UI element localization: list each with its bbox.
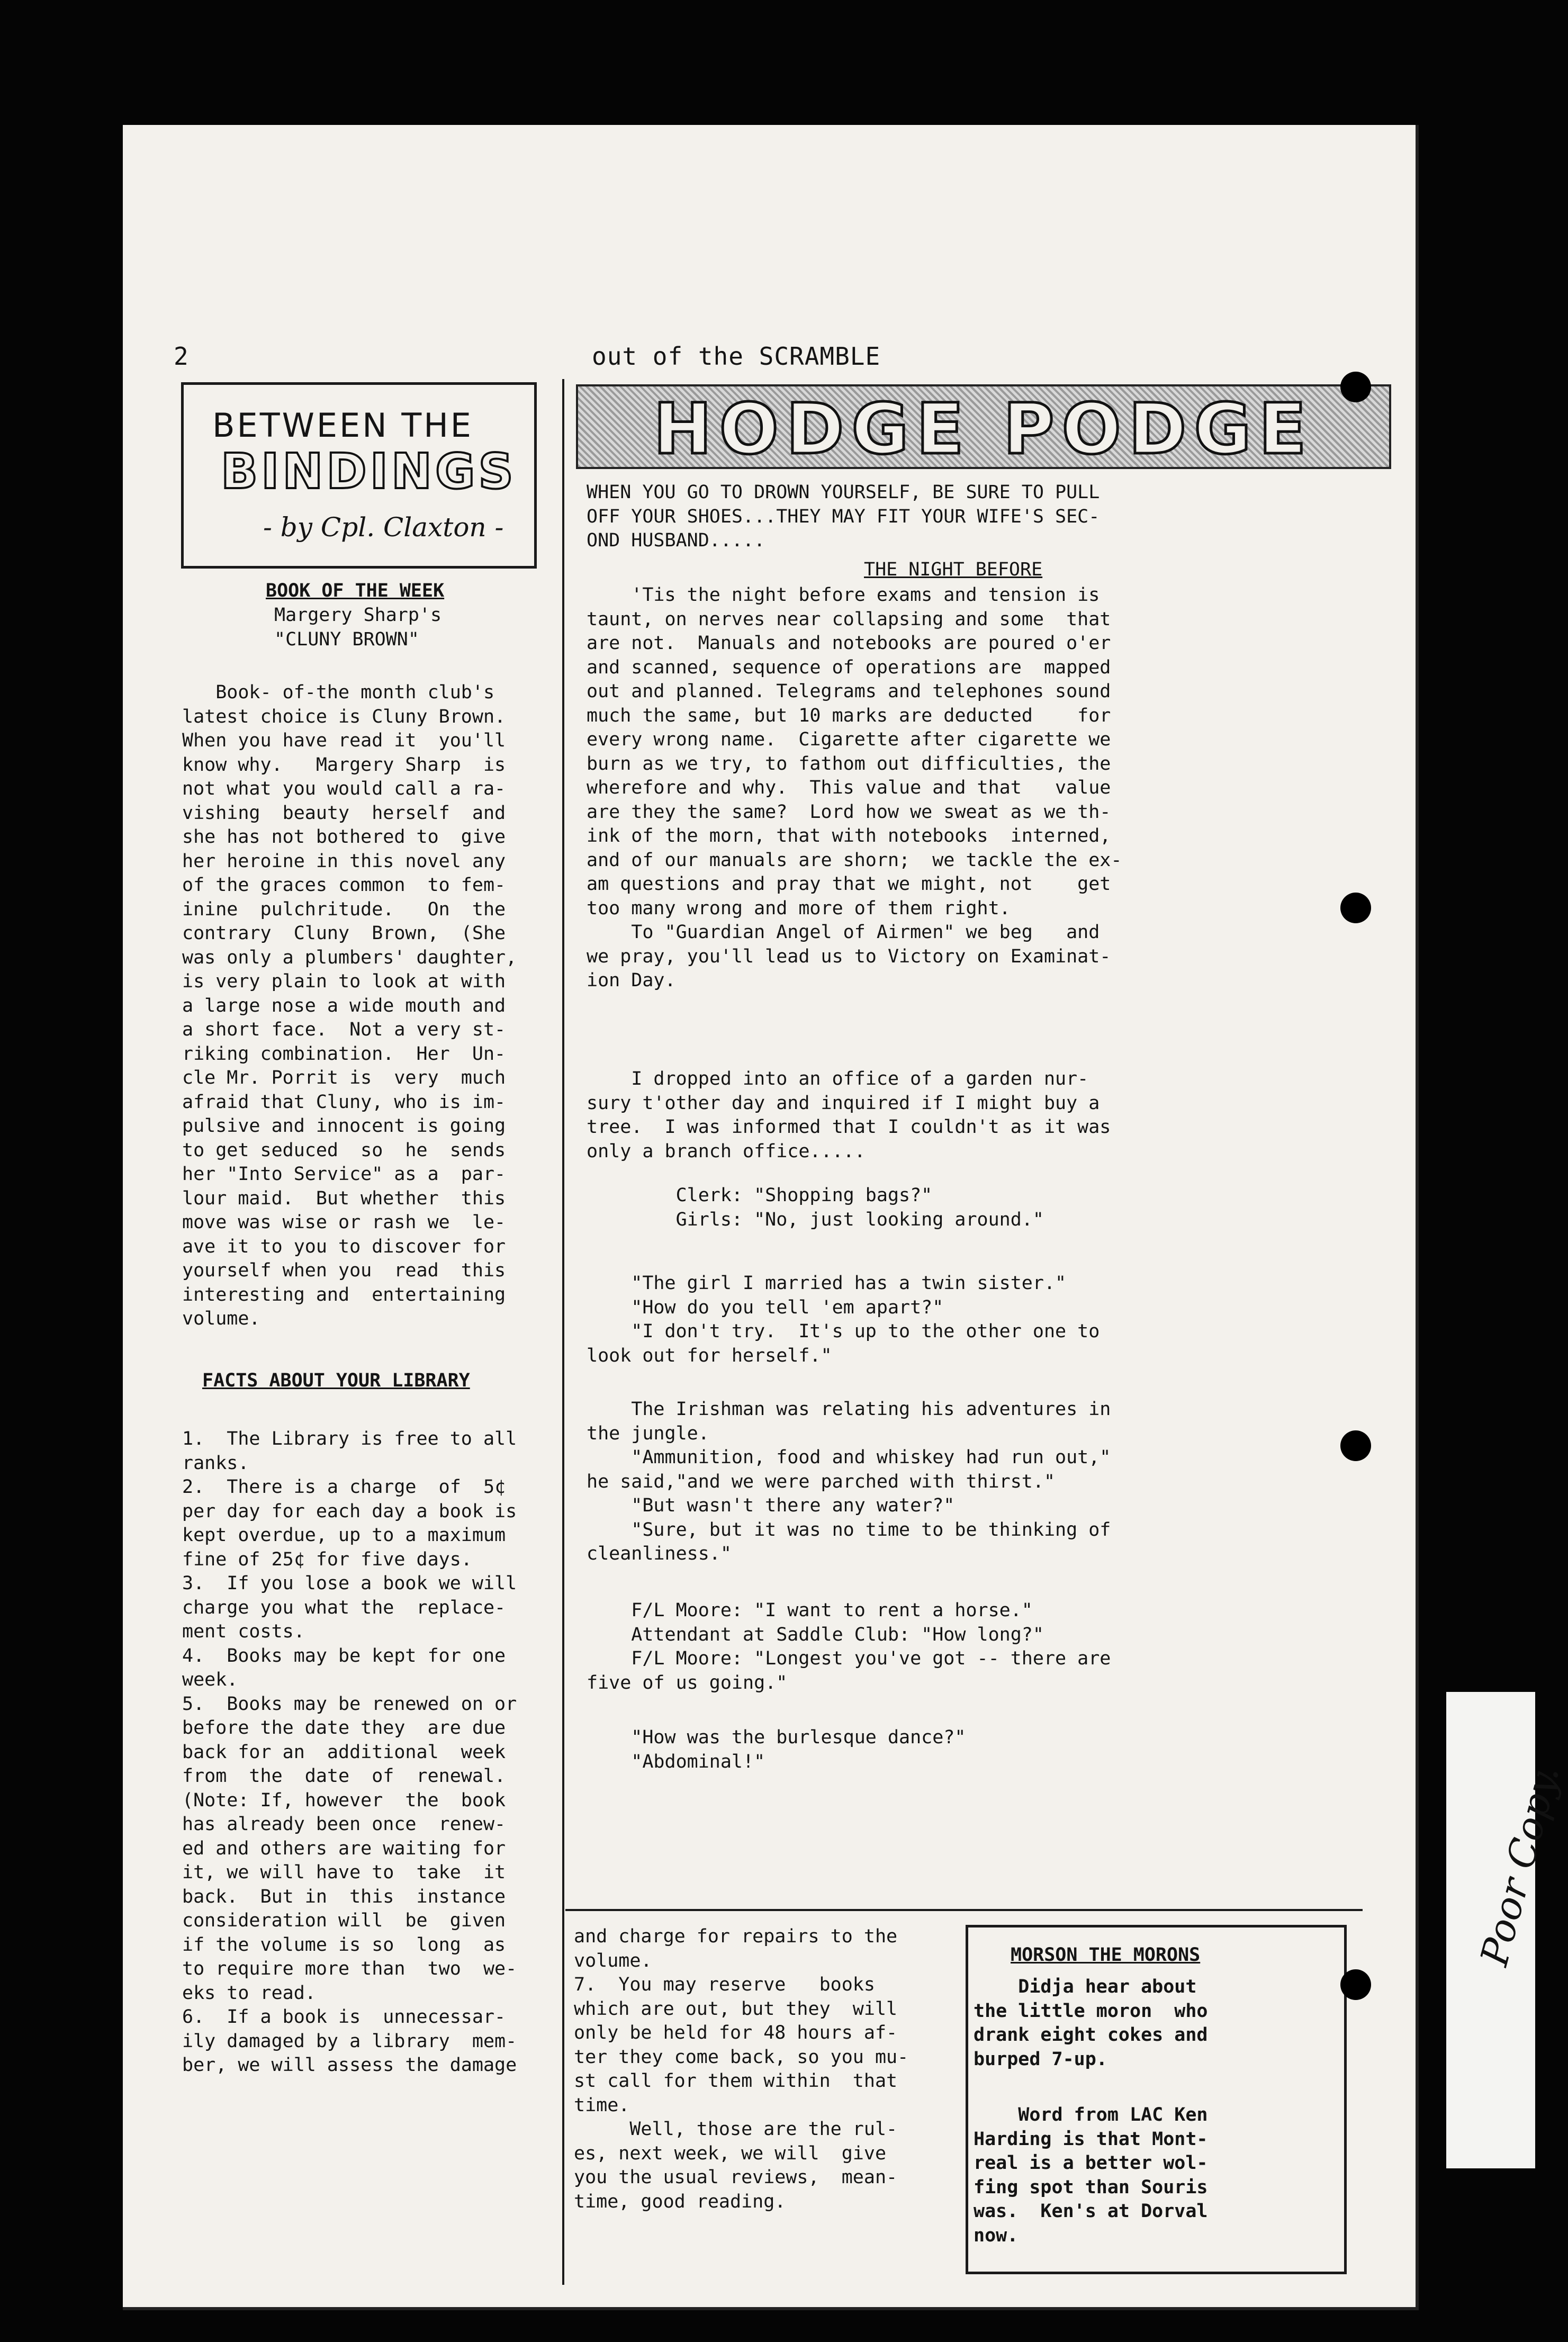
book-of-week-heading: BOOK OF THE WEEK bbox=[266, 580, 445, 601]
moron-joke: Didja hear about the little moron who drank eight cokes and burped 7-up. bbox=[974, 1976, 1208, 2070]
irishman-joke: The Irishman was relating his adventures in the jungle. "Ammunition, food and whiskey had run out," he said,"and we were parched with thirst." "But wasn't there any water?" "Sure, but it was no time to be thinking of cleanliness." bbox=[587, 1399, 1111, 1564]
page-number: 2 bbox=[174, 342, 188, 371]
garden-joke: I dropped into an office of a garden nur- sury t'other day and inquired if I might buy a tree. I was informed that I couldn't as it was only a branch office..... bbox=[587, 1068, 1111, 1162]
book-title: "CLUNY BROWN" bbox=[274, 629, 419, 650]
burlesque-joke: "How was the burlesque dance?" "Abdominal!" bbox=[631, 1727, 966, 1772]
column-divider-lower bbox=[562, 1914, 564, 2285]
between-the-bindings-masthead bbox=[181, 382, 537, 569]
library-facts-list: 1. The Library is free to all ranks. 2. There is a charge of 5¢ per day for each day a book is kept overdue, up to a maximum fine of 25¢ for five days. 3. If you lose a book we will charge you what the replace- ment costs. 4. Books may be kept for one week. 5. Books may be renewed on or before the date they are due back for an additional week from the date of renewal. (Note: If, however the book has already been once renew- ed and others are waiting for it, we will have to take it back. But in this instance consideration will be given if the volume is so long as to require more than two we- eks to read. 6. If a book is unnecessar- ily damaged by a library mem- ber, we will assess the damage bbox=[182, 1428, 517, 2076]
punch-hole bbox=[1340, 372, 1371, 402]
library-facts-heading: FACTS ABOUT YOUR LIBRARY bbox=[202, 1370, 470, 1391]
hodge-podge-banner bbox=[576, 384, 1391, 469]
night-before-text: 'Tis the night before exams and tension is taunt, on nerves near collapsing and some that are not. Manuals and notebooks are poured o'er and scanned, sequence of operations are mapped out and planned. Telegrams and telephones sound much the same, but 10 marks are deducted for every wrong name. Cigarette after cigarette we burn as we try, to fathom out difficulties, the wherefore and why. This value and that value are they the same? Lord how we sweat as we th- ink of the morn, that with notebooks interned, and of our manuals are shorn; we tackle the ex- am questions and pray that we might, not get too many wrong and more of them right. To "Guardian Angel of Airmen" we beg and we pray, you'll lead us to Victory on Examinat- ion Day. bbox=[587, 584, 1122, 991]
saddle-club-joke: F/L Moore: "I want to rent a horse." Attendant at Saddle Club: "How long?" F/L Moore: "Longest you've got -- there are five of us going." bbox=[587, 1600, 1111, 1694]
punch-hole bbox=[1340, 893, 1371, 923]
morons-heading: MORSON THE MORONS bbox=[1011, 1944, 1201, 1966]
column-divider bbox=[562, 379, 564, 1914]
morons-box bbox=[966, 1925, 1347, 2274]
hodge-podge-title: HODGE PODGE bbox=[653, 389, 1314, 470]
book-review: Book- of-the month club's latest choice is Cluny Brown. When you have read it you'll know why. Margery Sharp is not what you would call a ra- vishing beauty herself and she has not bothered to give her heroine in this novel any of the graces common to fem- inine pulchritude. On the contrary Cluny Brown, (She was only a plumbers' daughter, is very plain to look at with a large nose a wide mouth and a short face. Not a very st- riking combination. Her Un- cle Mr. Porrit is very much afraid that Cluny, who is im- pulsive and innocent is going to get seduced so he sends her "Into Service" as a par- lour maid. But whether this move was wise or rash we le- ave it to you to discover for yourself when you read this interesting and entertaining volume. bbox=[182, 682, 517, 1329]
twin-joke: "The girl I married has a twin sister." "How do you tell 'em apart?" "I don't try. It's up to the other one to look out for herself." bbox=[587, 1273, 1100, 1366]
book-author: Margery Sharp's bbox=[274, 605, 442, 626]
newsletter-page bbox=[123, 125, 1419, 2310]
harding-note: Word from LAC Ken Harding is that Mont- real is a better wol- fing spot than Souris was. Ken's at Dorval now. bbox=[974, 2104, 1208, 2246]
hodge-podge-intro: WHEN YOU GO TO DROWN YOURSELF, BE SURE TO PULL OFF YOUR SHOES...THEY MAY FIT YOUR WIFE'S SEC- OND HUSBAND..... bbox=[587, 482, 1100, 551]
archive-tag-label: Poor Copy. bbox=[1472, 1760, 1568, 1970]
punch-hole bbox=[1340, 1430, 1371, 1461]
masthead-line1: BETWEEN THE bbox=[212, 406, 473, 445]
punch-hole bbox=[1340, 1969, 1371, 2000]
masthead-byline: - by Cpl. Claxton - bbox=[263, 512, 504, 543]
library-facts-continued: and charge for repairs to the volume. 7. You may reserve books which are out, but they will only be held for 48 hours af- ter they come back, so you mu- st call for them within that time. Well, those are the rul- es, next week, we will give you the usual reviews, mean- time, good reading. bbox=[574, 1926, 909, 2212]
masthead-line2: BINDINGS bbox=[221, 443, 517, 500]
clerk-joke: Clerk: "Shopping bags?" Girls: "No, just looking around." bbox=[675, 1185, 1044, 1230]
newsletter-title: out of the SCRAMBLE bbox=[592, 342, 881, 371]
section-divider bbox=[565, 1909, 1363, 1911]
night-before-heading: THE NIGHT BEFORE bbox=[864, 559, 1043, 580]
